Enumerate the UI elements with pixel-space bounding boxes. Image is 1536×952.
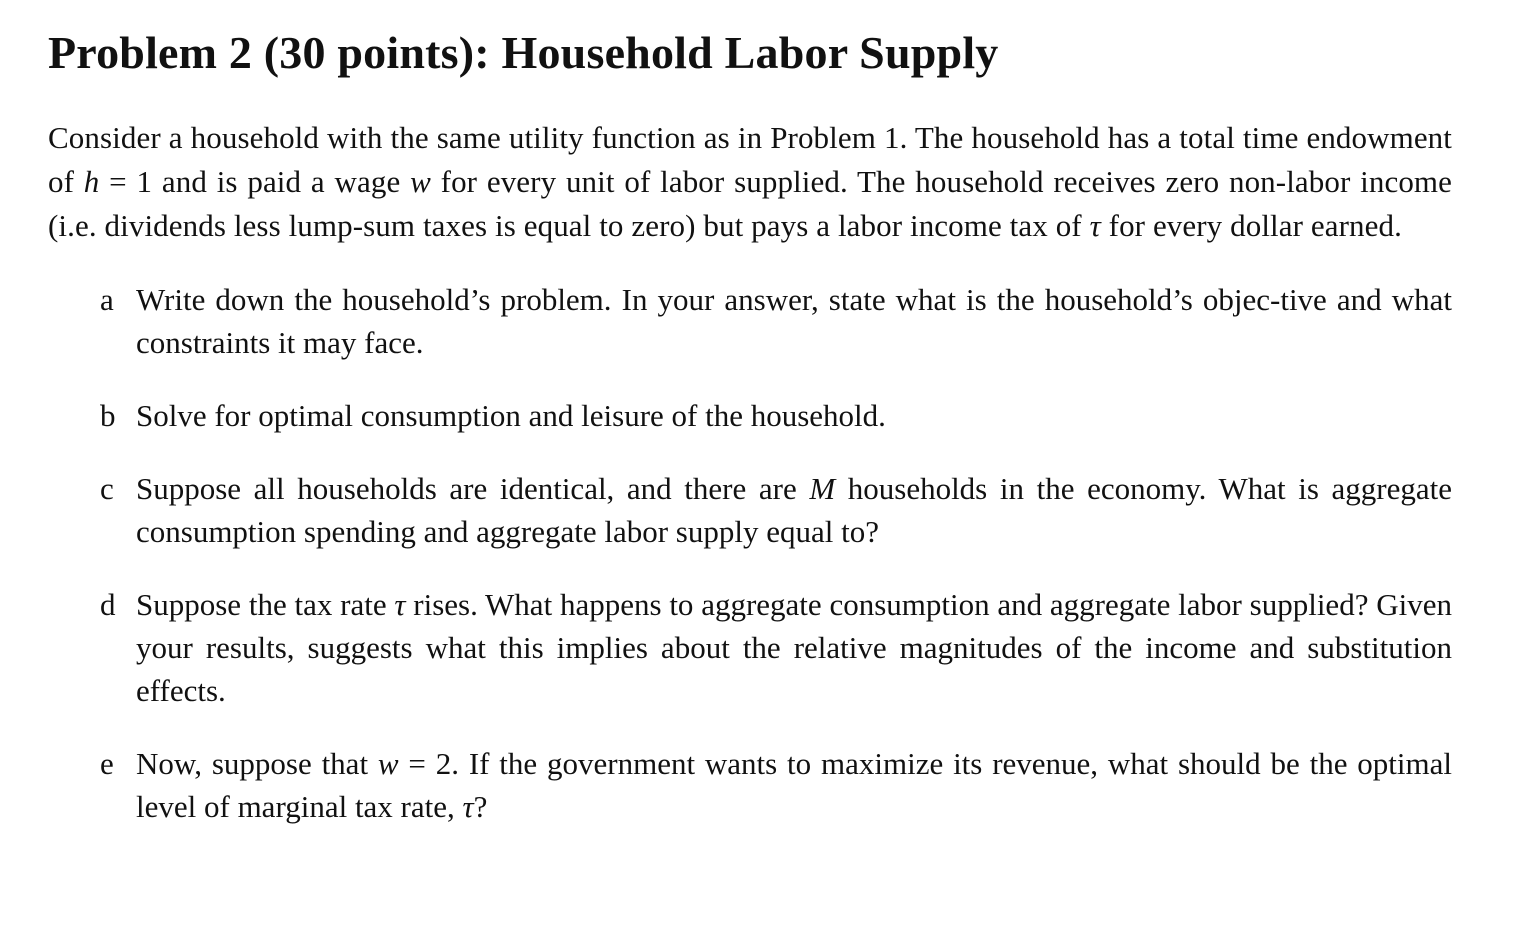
problem-title: Problem 2 (30 points): Household Labor Supply [48, 27, 999, 78]
math-tau: τ [1089, 208, 1101, 243]
problem-intro [48, 116, 1452, 248]
question-b-label: b [100, 398, 116, 433]
question-c-label: c [100, 471, 114, 506]
intro-text-3: for every unit of labor supplied. The household receives zero non-labor income (i.e. dividends less lump-sum taxes is equal to zero) but pays a labor income tax of [48, 164, 1453, 243]
question-d-text-2: rises. What happens to aggregate consumption and aggregate labor supplied? Given your results, suggests what this implies about the relative magnitudes of the income and substitution effects. [136, 587, 1452, 708]
intro-text-1: Consider a household with the same utility function as in Problem 1. The household has a total time endowment of [48, 120, 1452, 199]
math-w: w [377, 746, 399, 781]
math-h: h [83, 164, 100, 199]
question-b-text: Solve for optimal consumption and leisure of the household. [136, 398, 886, 433]
math-M: M [809, 471, 836, 506]
intro-text-4: for every dollar earned. [1100, 208, 1402, 243]
math-w: w [410, 164, 431, 199]
question-d-text-1: Suppose the tax rate [136, 587, 395, 622]
question-c-text-2: households in the economy. What is aggregate consumption spending and aggregate labor supply equal to? [136, 471, 1452, 549]
question-e-text-3: ? [473, 789, 488, 824]
question-d [48, 583, 1452, 712]
question-d-label: d [100, 587, 116, 622]
question-a-label: a [100, 282, 114, 317]
question-e-label: e [100, 746, 114, 781]
math-tau: τ [462, 789, 474, 824]
question-e [48, 742, 1452, 828]
question-a-text: Write down the household’s problem. In your answer, state what is the household’s objec-tive and what constraints it may face. [136, 282, 1452, 360]
question-e-text-1: Now, suppose that [136, 746, 378, 781]
question-e-text-2: = 2. If the government wants to maximize its revenue, what should be the optimal level of marginal tax rate, [136, 746, 1452, 824]
math-tau: τ [394, 587, 406, 622]
question-c-text-1: Suppose all households are identical, and there are [136, 471, 810, 506]
intro-text-2: = 1 and is paid a wage [99, 164, 411, 199]
question-c [48, 467, 1452, 553]
document-page [48, 22, 1452, 858]
question-list [48, 278, 1452, 828]
question-a [48, 278, 1452, 364]
question-b [48, 394, 1452, 437]
